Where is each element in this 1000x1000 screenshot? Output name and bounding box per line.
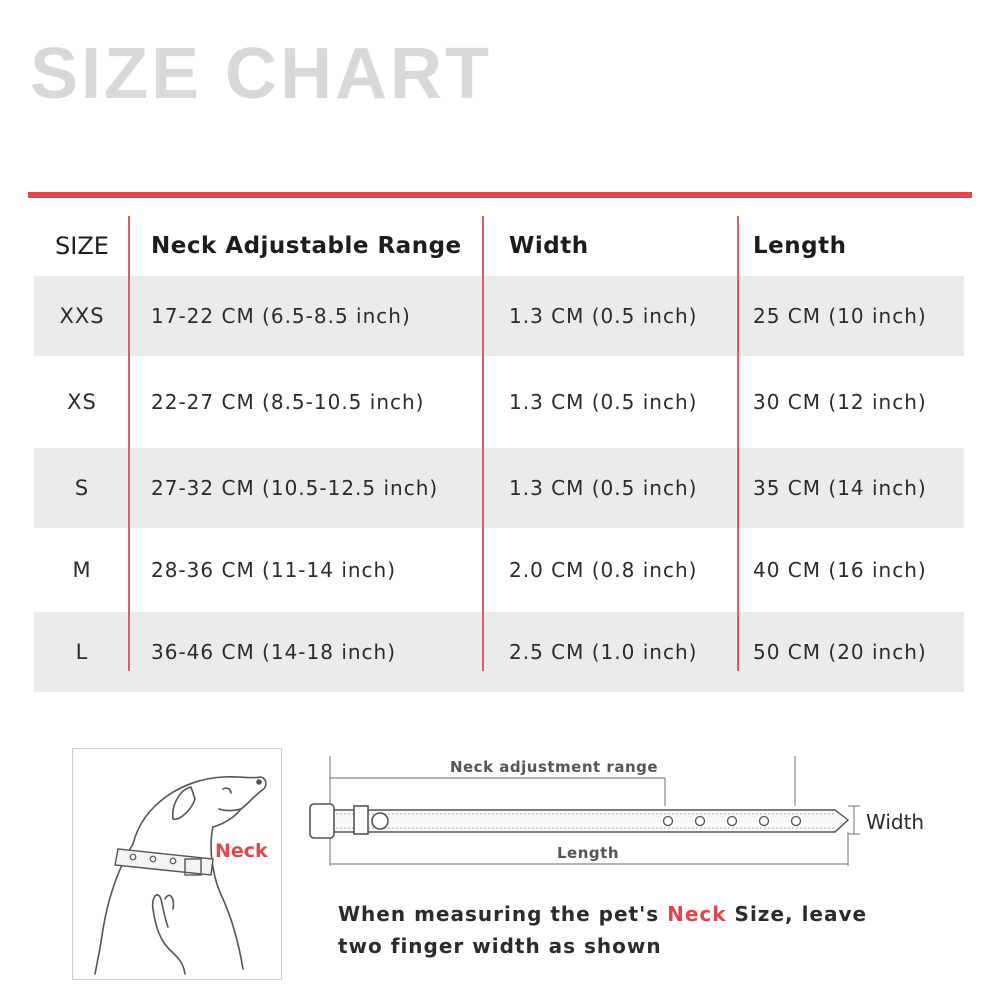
collar-icon <box>300 748 940 878</box>
cell-width: 1.3 CM (0.5 inch) <box>509 390 698 414</box>
column-divider <box>737 216 739 671</box>
range-label: Neck adjustment range <box>449 758 659 776</box>
header-neck-range: Neck Adjustable Range <box>151 233 462 259</box>
size-table <box>34 216 964 692</box>
cell-neck-range: 28-36 CM (11-14 inch) <box>151 558 397 582</box>
table-header-row <box>34 216 964 276</box>
header-width: Width <box>509 233 589 259</box>
cell-length: 40 CM (16 inch) <box>753 558 927 582</box>
cell-neck-range: 36-46 CM (14-18 inch) <box>151 640 397 664</box>
dog-neck-illustration <box>72 748 282 980</box>
title-divider <box>28 192 972 198</box>
dog-icon <box>73 749 281 979</box>
page-title: SIZE CHART <box>30 34 492 114</box>
cell-width: 1.3 CM (0.5 inch) <box>509 304 698 328</box>
note-text-2: Size, leave <box>726 902 868 926</box>
column-divider <box>482 216 484 671</box>
cell-width: 2.0 CM (0.8 inch) <box>509 558 698 582</box>
header-size: SIZE <box>55 232 109 260</box>
cell-neck-range: 27-32 CM (10.5-12.5 inch) <box>151 476 439 500</box>
table-row <box>34 448 964 528</box>
width-label: Width <box>866 810 925 834</box>
cell-length: 35 CM (14 inch) <box>753 476 927 500</box>
table-row <box>34 356 964 448</box>
column-divider <box>128 216 130 671</box>
cell-size: M <box>72 558 92 582</box>
cell-length: 25 CM (10 inch) <box>753 304 927 328</box>
neck-label: Neck <box>215 840 268 862</box>
cell-size: XS <box>67 390 97 414</box>
cell-neck-range: 17-22 CM (6.5-8.5 inch) <box>151 304 411 328</box>
measuring-note <box>338 898 867 962</box>
cell-width: 2.5 CM (1.0 inch) <box>509 640 698 664</box>
collar-dimension-diagram <box>300 748 940 878</box>
collar-on-dog <box>115 849 213 875</box>
note-line-1 <box>338 898 867 930</box>
table-row <box>34 612 964 692</box>
cell-width: 1.3 CM (0.5 inch) <box>509 476 698 500</box>
table-row <box>34 276 964 356</box>
cell-size: L <box>75 640 89 664</box>
cell-size: XXS <box>59 304 105 328</box>
header-length: Length <box>753 233 847 259</box>
note-line-2: two finger width as shown <box>338 934 662 958</box>
note-highlight: Neck <box>667 902 727 926</box>
cell-length: 50 CM (20 inch) <box>753 640 927 664</box>
note-text-1: When measuring the pet's <box>338 902 668 926</box>
table-row <box>34 528 964 612</box>
cell-length: 30 CM (12 inch) <box>753 390 927 414</box>
cell-neck-range: 22-27 CM (8.5-10.5 inch) <box>151 390 425 414</box>
cell-size: S <box>74 476 90 500</box>
length-label: Length <box>557 844 619 862</box>
